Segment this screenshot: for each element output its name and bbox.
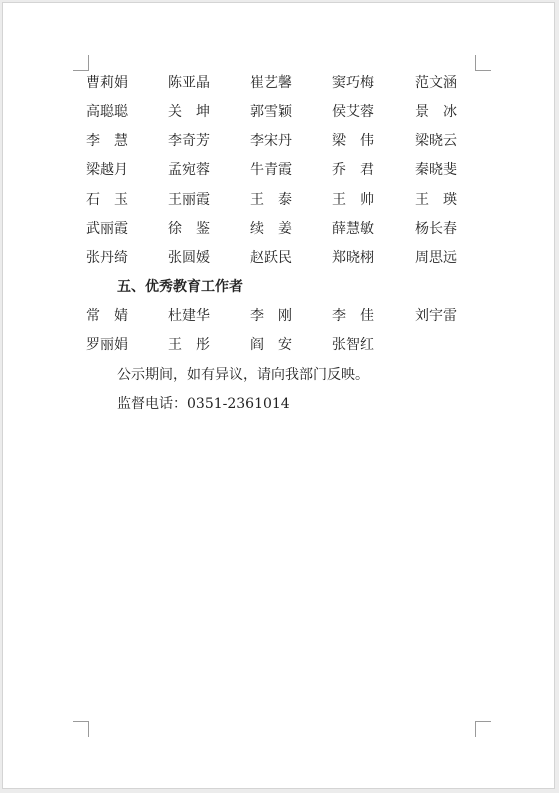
name-cell: 常 婧 — [86, 308, 128, 324]
name-cell: 阎 安 — [250, 337, 292, 353]
name-cell: 李 佳 — [332, 308, 374, 324]
name-cell: 范文涵 — [415, 75, 457, 91]
crop-mark-top-right — [475, 55, 491, 71]
name-cell: 王 彤 — [168, 337, 210, 353]
name-cell: 李奇芳 — [168, 133, 210, 149]
name-cell: 杨长春 — [415, 221, 457, 237]
name-cell: 李 慧 — [86, 133, 128, 149]
name-cell: 梁 伟 — [332, 133, 374, 149]
name-cell: 关 坤 — [168, 104, 210, 120]
name-cell: 王丽霞 — [168, 192, 210, 208]
name-cell: 石 玉 — [86, 192, 128, 208]
name-cell: 李宋丹 — [250, 133, 292, 149]
name-row — [86, 189, 476, 211]
name-row — [86, 247, 476, 269]
name-cell: 曹莉娟 — [86, 75, 128, 91]
name-cell: 张智红 — [332, 337, 374, 353]
name-cell: 张丹绮 — [86, 250, 128, 266]
name-cell: 景 冰 — [415, 104, 457, 120]
phone-text: 监督电话：0351-2361014 — [117, 396, 290, 412]
name-row — [86, 159, 476, 181]
name-cell: 杜建华 — [168, 308, 210, 324]
name-cell: 窦巧梅 — [332, 75, 374, 91]
name-cell: 乔 君 — [332, 162, 374, 178]
crop-mark-bottom-right — [475, 721, 491, 737]
notice-text: 公示期间，如有异议，请向我部门反映。 — [117, 367, 369, 383]
name-cell: 高聪聪 — [86, 104, 128, 120]
name-cell: 刘宇雷 — [415, 308, 457, 324]
section-heading — [117, 276, 507, 298]
name-cell: 孟宛蓉 — [168, 162, 210, 178]
name-cell: 牛青霞 — [250, 162, 292, 178]
name-cell: 王 帅 — [332, 192, 374, 208]
name-cell: 武丽霞 — [86, 221, 128, 237]
phone-paragraph — [117, 393, 507, 415]
name-cell: 薛慧敏 — [332, 221, 374, 237]
name-cell: 梁晓云 — [415, 133, 457, 149]
name-cell: 续 姜 — [250, 221, 292, 237]
notice-paragraph — [117, 364, 507, 386]
name-cell: 赵跃民 — [250, 250, 292, 266]
name-cell: 张圆媛 — [168, 250, 210, 266]
name-cell: 罗丽娟 — [86, 337, 128, 353]
section-heading-text: 五、优秀教育工作者 — [117, 279, 243, 295]
name-row — [86, 101, 476, 123]
name-cell: 郑晓栩 — [332, 250, 374, 266]
crop-mark-bottom-left — [73, 721, 89, 737]
name-cell: 郭雪颖 — [250, 104, 292, 120]
name-cell: 陈亚晶 — [168, 75, 210, 91]
name-cell: 梁越月 — [86, 162, 128, 178]
name-row — [86, 130, 476, 152]
crop-mark-top-left — [73, 55, 89, 71]
name-cell: 王 瑛 — [415, 192, 457, 208]
name-cell: 徐 鉴 — [168, 221, 210, 237]
name-row — [86, 305, 476, 327]
name-cell: 秦晓斐 — [415, 162, 457, 178]
name-cell: 崔艺馨 — [250, 75, 292, 91]
name-cell: 李 刚 — [250, 308, 292, 324]
name-row — [86, 72, 476, 94]
name-cell: 王 泰 — [250, 192, 292, 208]
name-cell: 周思远 — [415, 250, 457, 266]
name-row — [86, 218, 476, 240]
name-cell: 侯艾蓉 — [332, 104, 374, 120]
name-row — [86, 334, 476, 356]
